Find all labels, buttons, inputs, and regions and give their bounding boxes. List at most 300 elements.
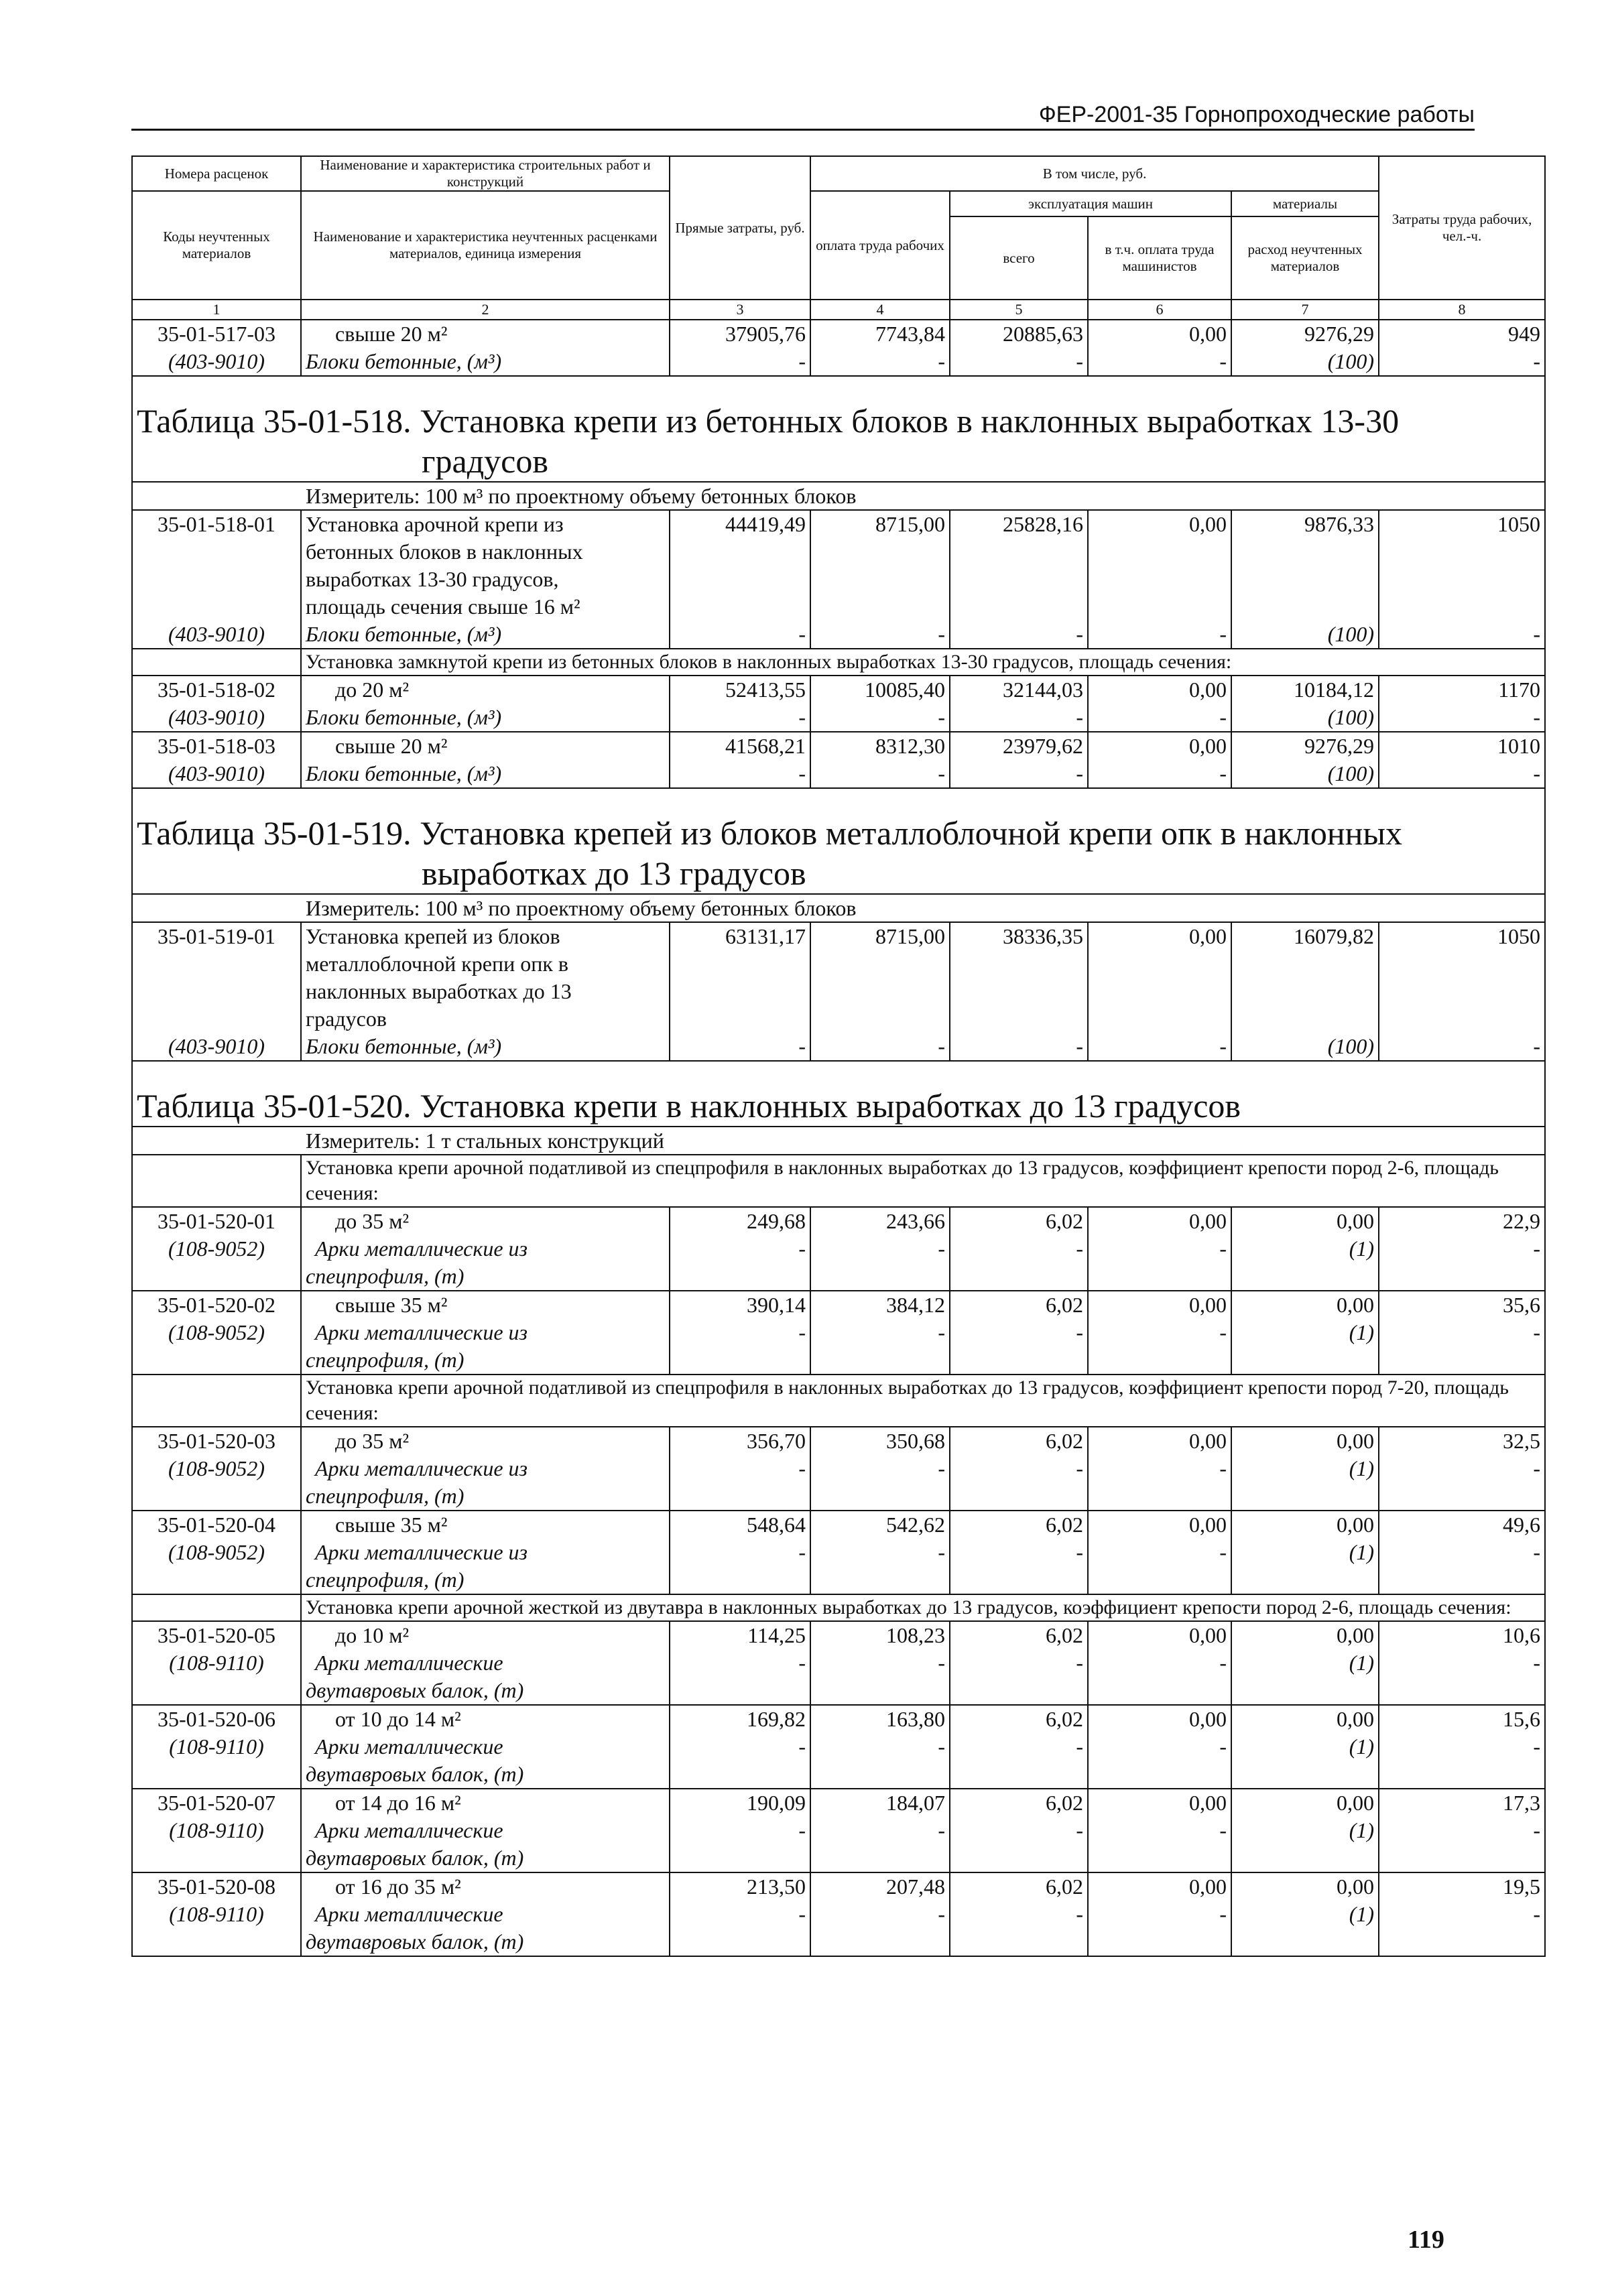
col-material-name: Наименование и характеристика неучтенных расценками материалов, единица измерения bbox=[301, 191, 670, 300]
direct-costs: 249,68 bbox=[670, 1207, 810, 1235]
labor-pay: 163,80 bbox=[810, 1705, 950, 1733]
material-name-line: Арки металлические из bbox=[315, 1236, 528, 1261]
rate-code: 35-01-518-01 bbox=[132, 510, 301, 621]
dash: - bbox=[810, 1033, 950, 1061]
labor-hours: 10,6 bbox=[1379, 1621, 1545, 1649]
dash: - bbox=[670, 760, 810, 788]
table-row bbox=[132, 676, 1545, 704]
material-row bbox=[132, 1319, 1545, 1375]
table-row bbox=[132, 1872, 1545, 1901]
dash: - bbox=[950, 704, 1088, 732]
group-heading: Установка замкнутой крепи из бетонных блоков в наклонных выработках 13-30 градусов, площадь сечения: bbox=[301, 649, 1545, 676]
dash: - bbox=[670, 1649, 810, 1705]
col-work-name: Наименование и характеристика строительных работ и конструкций bbox=[301, 156, 670, 191]
work-name: свыше 20 м² bbox=[301, 732, 670, 760]
material-code: (108-9110) bbox=[132, 1649, 301, 1705]
machine-total: 32144,03 bbox=[950, 676, 1088, 704]
labor-hours: 19,5 bbox=[1379, 1872, 1545, 1901]
table-title bbox=[132, 788, 1545, 894]
table-row bbox=[132, 1427, 1545, 1455]
materials-cost: 9276,29 bbox=[1231, 732, 1379, 760]
dash: - bbox=[810, 1901, 950, 1956]
group-heading: Установка крепи арочной жесткой из двутавра в наклонных выработках до 13 градусов, коэффициент крепости пород 2-6, площадь сечения: bbox=[301, 1594, 1545, 1621]
machine-total: 6,02 bbox=[950, 1789, 1088, 1817]
rate-code: 35-01-520-03 bbox=[132, 1427, 301, 1455]
dash: - bbox=[950, 621, 1088, 649]
material-code: (403-9010) bbox=[132, 348, 301, 376]
material-name bbox=[301, 1539, 670, 1594]
machine-total: 6,02 bbox=[950, 1291, 1088, 1319]
material-row bbox=[132, 1539, 1545, 1594]
work-name: от 14 до 16 м² bbox=[301, 1789, 670, 1817]
col-number: 5 bbox=[950, 300, 1088, 320]
rate-code: 35-01-518-02 bbox=[132, 676, 301, 704]
dash: - bbox=[1379, 1235, 1545, 1291]
materials-cost: 0,00 bbox=[1231, 1291, 1379, 1319]
dash: - bbox=[1088, 704, 1231, 732]
work-name: до 20 м² bbox=[301, 676, 670, 704]
dash: - bbox=[950, 1319, 1088, 1375]
machinists-pay: 0,00 bbox=[1088, 1872, 1231, 1901]
col-materials: материалы bbox=[1231, 191, 1379, 216]
machine-total: 6,02 bbox=[950, 1872, 1088, 1901]
dash: - bbox=[670, 1033, 810, 1061]
rate-code: 35-01-520-01 bbox=[132, 1207, 301, 1235]
material-qty: (100) bbox=[1231, 621, 1379, 649]
table-row bbox=[132, 1511, 1545, 1539]
materials-cost: 0,00 bbox=[1231, 1427, 1379, 1455]
dash: - bbox=[950, 1733, 1088, 1789]
material-row bbox=[132, 348, 1545, 376]
labor-hours: 1170 bbox=[1379, 676, 1545, 704]
dash: - bbox=[810, 1733, 950, 1789]
material-qty: (1) bbox=[1231, 1235, 1379, 1291]
machinists-pay: 0,00 bbox=[1088, 1427, 1231, 1455]
work-name bbox=[301, 922, 670, 1033]
dash: - bbox=[810, 1319, 950, 1375]
dash: - bbox=[1088, 1455, 1231, 1511]
column-numbers-row bbox=[132, 300, 1545, 320]
dash: - bbox=[1088, 760, 1231, 788]
material-row bbox=[132, 1235, 1545, 1291]
labor-hours: 35,6 bbox=[1379, 1291, 1545, 1319]
document-title: ФЕР-2001-35 Горнопроходческие работы bbox=[1038, 102, 1475, 127]
material-name bbox=[301, 1455, 670, 1511]
machinists-pay: 0,00 bbox=[1088, 1207, 1231, 1235]
material-name-line: спецпрофиля, (т) bbox=[306, 1484, 465, 1508]
machinists-pay: 0,00 bbox=[1088, 732, 1231, 760]
row-group bbox=[132, 1621, 1545, 1956]
group-heading-row bbox=[132, 649, 1545, 676]
direct-costs: 41568,21 bbox=[670, 732, 810, 760]
material-name-line: двутавровых балок, (т) bbox=[306, 1929, 524, 1954]
table-row bbox=[132, 1207, 1545, 1235]
material-name-line: спецпрофиля, (т) bbox=[306, 1568, 465, 1592]
dash: - bbox=[1088, 1901, 1231, 1956]
material-name: Блоки бетонные, (м³) bbox=[301, 621, 670, 649]
meter: Измеритель: 100 м³ по проектному объему бетонных блоков bbox=[132, 894, 1545, 922]
material-code: (403-9010) bbox=[132, 1033, 301, 1061]
dash: - bbox=[810, 1235, 950, 1291]
col-number: 7 bbox=[1231, 300, 1379, 320]
labor-pay: 8715,00 bbox=[810, 922, 950, 1033]
group-heading-row bbox=[132, 1375, 1545, 1427]
dash: - bbox=[670, 1539, 810, 1594]
col-material-codes: Коды неучтенных материалов bbox=[132, 191, 301, 300]
machinists-pay: 0,00 bbox=[1088, 1291, 1231, 1319]
material-row bbox=[132, 1033, 1545, 1061]
direct-costs: 63131,17 bbox=[670, 922, 810, 1033]
col-including: В том числе, руб. bbox=[810, 156, 1379, 191]
direct-costs: 37905,76 bbox=[670, 320, 810, 348]
labor-hours: 1010 bbox=[1379, 732, 1545, 760]
dash: - bbox=[1379, 1901, 1545, 1956]
material-name-line: Арки металлические из bbox=[315, 1540, 528, 1564]
dash: - bbox=[950, 1235, 1088, 1291]
material-qty: (1) bbox=[1231, 1649, 1379, 1705]
material-name-line: спецпрофиля, (т) bbox=[306, 1264, 465, 1288]
material-name bbox=[301, 1733, 670, 1789]
dash: - bbox=[670, 704, 810, 732]
work-name: свыше 35 м² bbox=[301, 1291, 670, 1319]
dash: - bbox=[1379, 621, 1545, 649]
rate-code: 35-01-518-03 bbox=[132, 732, 301, 760]
material-qty: (1) bbox=[1231, 1539, 1379, 1594]
machine-total: 6,02 bbox=[950, 1207, 1088, 1235]
dash: - bbox=[1379, 1733, 1545, 1789]
labor-hours: 49,6 bbox=[1379, 1511, 1545, 1539]
work-name-line: Установка арочной крепи из bbox=[306, 512, 564, 536]
header-row-2 bbox=[132, 191, 1545, 216]
dash: - bbox=[810, 621, 950, 649]
work-name-line: градусов bbox=[306, 1007, 387, 1031]
dash: - bbox=[810, 760, 950, 788]
group-heading: Установка крепи арочной податливой из спецпрофиля в наклонных выработках до 13 градусов, коэффициент крепости пород 7-20, площадь сечения: bbox=[301, 1375, 1545, 1427]
dash: - bbox=[1379, 760, 1545, 788]
dash: - bbox=[950, 760, 1088, 788]
col-rate-numbers: Номера расценок bbox=[132, 156, 301, 191]
dash: - bbox=[1379, 704, 1545, 732]
dash: - bbox=[810, 704, 950, 732]
labor-hours: 949 bbox=[1379, 320, 1545, 348]
material-qty: (1) bbox=[1231, 1901, 1379, 1956]
machine-total: 6,02 bbox=[950, 1511, 1088, 1539]
work-name: до 35 м² bbox=[301, 1207, 670, 1235]
col-number: 1 bbox=[132, 300, 301, 320]
material-name-line: Арки металлические из bbox=[315, 1320, 528, 1344]
materials-cost: 0,00 bbox=[1231, 1705, 1379, 1733]
material-code: (108-9052) bbox=[132, 1539, 301, 1594]
material-code: (108-9110) bbox=[132, 1901, 301, 1956]
machinists-pay: 0,00 bbox=[1088, 320, 1231, 348]
material-row bbox=[132, 704, 1545, 732]
material-name-line: Арки металлические bbox=[315, 1818, 503, 1842]
labor-hours: 1050 bbox=[1379, 922, 1545, 1033]
material-row bbox=[132, 1817, 1545, 1872]
material-name-line: Арки металлические bbox=[315, 1734, 503, 1759]
direct-costs: 190,09 bbox=[670, 1789, 810, 1817]
work-name: свыше 35 м² bbox=[301, 1511, 670, 1539]
material-qty: (100) bbox=[1231, 348, 1379, 376]
work-name-line: наклонных выработках до 13 bbox=[306, 979, 572, 1003]
material-row bbox=[132, 760, 1545, 788]
material-qty: (1) bbox=[1231, 1817, 1379, 1872]
machine-total: 23979,62 bbox=[950, 732, 1088, 760]
material-code: (108-9052) bbox=[132, 1235, 301, 1291]
col-number: 2 bbox=[301, 300, 670, 320]
group-heading-row bbox=[132, 1155, 1545, 1207]
labor-pay: 8715,00 bbox=[810, 510, 950, 621]
material-name: Блоки бетонные, (м³) bbox=[301, 760, 670, 788]
material-code: (108-9052) bbox=[132, 1455, 301, 1511]
table-title-line: Таблица 35-01-520. Установка крепи в наклонных выработках до 13 градусов bbox=[137, 1087, 1241, 1125]
material-code: (403-9010) bbox=[132, 760, 301, 788]
table-title-line: Таблица 35-01-519. Установка крепей из блоков металлоблочной крепи опк в наклонных bbox=[137, 814, 1402, 852]
col-machinists: в т.ч. оплата труда машинистов bbox=[1088, 216, 1231, 300]
table-title-line: выработках до 13 градусов bbox=[422, 854, 806, 892]
materials-cost: 0,00 bbox=[1231, 1789, 1379, 1817]
labor-pay: 184,07 bbox=[810, 1789, 950, 1817]
col-number: 4 bbox=[810, 300, 950, 320]
dash: - bbox=[1379, 1649, 1545, 1705]
material-row bbox=[132, 1455, 1545, 1511]
materials-cost: 0,00 bbox=[1231, 1872, 1379, 1901]
dash: - bbox=[670, 348, 810, 376]
col-number: 6 bbox=[1088, 300, 1231, 320]
work-name-line: площадь сечения свыше 16 м² bbox=[306, 594, 580, 619]
rates-table bbox=[131, 155, 1546, 1957]
dash: - bbox=[1088, 621, 1231, 649]
meter: Измеритель: 100 м³ по проектному объему бетонных блоков bbox=[132, 482, 1545, 510]
work-name-line: Установка крепей из блоков bbox=[306, 924, 560, 948]
col-direct-costs: Прямые затраты, руб. bbox=[670, 156, 810, 300]
work-name-line: выработках 13-30 градусов, bbox=[306, 567, 559, 591]
machinists-pay: 0,00 bbox=[1088, 1789, 1231, 1817]
labor-pay: 243,66 bbox=[810, 1207, 950, 1235]
meter: Измеритель: 1 т стальных конструкций bbox=[132, 1127, 1545, 1155]
machinists-pay: 0,00 bbox=[1088, 1705, 1231, 1733]
dash: - bbox=[810, 348, 950, 376]
direct-costs: 44419,49 bbox=[670, 510, 810, 621]
machinists-pay: 0,00 bbox=[1088, 1621, 1231, 1649]
material-name: Блоки бетонные, (м³) bbox=[301, 348, 670, 376]
col-labor-costs: Затраты труда рабочих, чел.-ч. bbox=[1379, 156, 1545, 300]
machine-total: 25828,16 bbox=[950, 510, 1088, 621]
col-machine-ops: эксплуатация машин bbox=[950, 191, 1231, 216]
meter-row bbox=[132, 482, 1545, 510]
material-name bbox=[301, 1901, 670, 1956]
dash: - bbox=[950, 1539, 1088, 1594]
table-row bbox=[132, 1789, 1545, 1817]
dash: - bbox=[810, 1649, 950, 1705]
machinists-pay: 0,00 bbox=[1088, 1511, 1231, 1539]
dash: - bbox=[1088, 1033, 1231, 1061]
dash: - bbox=[670, 621, 810, 649]
dash: - bbox=[950, 348, 1088, 376]
row-group bbox=[132, 1427, 1545, 1594]
dash: - bbox=[670, 1235, 810, 1291]
material-qty: (1) bbox=[1231, 1455, 1379, 1511]
meter-row bbox=[132, 1127, 1545, 1155]
table-row bbox=[132, 1291, 1545, 1319]
table-title bbox=[132, 1061, 1545, 1127]
material-name-line: спецпрофиля, (т) bbox=[306, 1348, 465, 1372]
dash: - bbox=[950, 1901, 1088, 1956]
machine-total: 6,02 bbox=[950, 1621, 1088, 1649]
work-name bbox=[301, 510, 670, 621]
labor-hours: 32,5 bbox=[1379, 1427, 1545, 1455]
row-group bbox=[132, 1207, 1545, 1375]
labor-pay: 7743,84 bbox=[810, 320, 950, 348]
table-row bbox=[132, 1705, 1545, 1733]
rate-code: 35-01-520-04 bbox=[132, 1511, 301, 1539]
dash: - bbox=[810, 1817, 950, 1872]
dash: - bbox=[1088, 1649, 1231, 1705]
material-name bbox=[301, 1817, 670, 1872]
dash: - bbox=[670, 1901, 810, 1956]
dash: - bbox=[670, 1455, 810, 1511]
labor-pay: 350,68 bbox=[810, 1427, 950, 1455]
material-name-line: двутавровых балок, (т) bbox=[306, 1846, 524, 1870]
direct-costs: 114,25 bbox=[670, 1621, 810, 1649]
col-number: 8 bbox=[1379, 300, 1545, 320]
machine-total: 6,02 bbox=[950, 1705, 1088, 1733]
table-row bbox=[132, 732, 1545, 760]
material-qty: (1) bbox=[1231, 1733, 1379, 1789]
machine-total: 38336,35 bbox=[950, 922, 1088, 1033]
material-qty: (1) bbox=[1231, 1319, 1379, 1375]
rate-code: 35-01-520-06 bbox=[132, 1705, 301, 1733]
rate-code: 35-01-520-08 bbox=[132, 1872, 301, 1901]
material-code: (403-9010) bbox=[132, 621, 301, 649]
materials-cost: 16079,82 bbox=[1231, 922, 1379, 1033]
meter-row bbox=[132, 894, 1545, 922]
material-name: Блоки бетонные, (м³) bbox=[301, 704, 670, 732]
work-name: до 10 м² bbox=[301, 1621, 670, 1649]
rate-code: 35-01-520-05 bbox=[132, 1621, 301, 1649]
material-name bbox=[301, 1235, 670, 1291]
col-unaccounted-materials: расход неучтенных материалов bbox=[1231, 216, 1379, 300]
dash: - bbox=[1088, 1319, 1231, 1375]
work-name-line: бетонных блоков в наклонных bbox=[306, 539, 583, 564]
machine-total: 6,02 bbox=[950, 1427, 1088, 1455]
labor-hours: 1050 bbox=[1379, 510, 1545, 621]
dash: - bbox=[950, 1649, 1088, 1705]
work-name: до 35 м² bbox=[301, 1427, 670, 1455]
material-code: (403-9010) bbox=[132, 704, 301, 732]
materials-cost: 0,00 bbox=[1231, 1621, 1379, 1649]
dash: - bbox=[670, 1319, 810, 1375]
rate-code: 35-01-520-02 bbox=[132, 1291, 301, 1319]
dash: - bbox=[950, 1817, 1088, 1872]
col-machine-total: всего bbox=[950, 216, 1088, 300]
materials-cost: 0,00 bbox=[1231, 1511, 1379, 1539]
dash: - bbox=[810, 1455, 950, 1511]
material-qty: (100) bbox=[1231, 760, 1379, 788]
dash: - bbox=[950, 1455, 1088, 1511]
dash: - bbox=[1379, 1817, 1545, 1872]
machine-total: 20885,63 bbox=[950, 320, 1088, 348]
dash: - bbox=[1379, 1455, 1545, 1511]
labor-pay: 207,48 bbox=[810, 1872, 950, 1901]
table-row bbox=[132, 510, 1545, 621]
dash: - bbox=[1088, 1733, 1231, 1789]
table-title bbox=[132, 376, 1545, 482]
labor-hours: 22,9 bbox=[1379, 1207, 1545, 1235]
material-name-line: Арки металлические bbox=[315, 1651, 503, 1675]
dash: - bbox=[1379, 1539, 1545, 1594]
col-labor-pay: оплата труда рабочих bbox=[810, 191, 950, 300]
dash: - bbox=[1088, 348, 1231, 376]
direct-costs: 548,64 bbox=[670, 1511, 810, 1539]
material-row bbox=[132, 1733, 1545, 1789]
dash: - bbox=[670, 1733, 810, 1789]
labor-pay: 10085,40 bbox=[810, 676, 950, 704]
work-name-line: металлоблочной крепи опк в bbox=[306, 952, 568, 976]
labor-pay: 8312,30 bbox=[810, 732, 950, 760]
table-row bbox=[132, 320, 1545, 348]
table-title-line: Таблица 35-01-518. Установка крепи из бетонных блоков в наклонных выработках 13-30 bbox=[137, 402, 1400, 440]
header-row-1 bbox=[132, 156, 1545, 191]
materials-cost: 0,00 bbox=[1231, 1207, 1379, 1235]
dash: - bbox=[810, 1539, 950, 1594]
direct-costs: 356,70 bbox=[670, 1427, 810, 1455]
rate-code: 35-01-519-01 bbox=[132, 922, 301, 1033]
material-name-line: Арки металлические bbox=[315, 1902, 503, 1926]
table-row bbox=[132, 922, 1545, 1033]
direct-costs: 213,50 bbox=[670, 1872, 810, 1901]
dash: - bbox=[1088, 1539, 1231, 1594]
labor-pay: 542,62 bbox=[810, 1511, 950, 1539]
material-name-line: двутавровых балок, (т) bbox=[306, 1762, 524, 1786]
machinists-pay: 0,00 bbox=[1088, 676, 1231, 704]
dash: - bbox=[670, 1817, 810, 1872]
material-code: (108-9110) bbox=[132, 1817, 301, 1872]
materials-cost: 9876,33 bbox=[1231, 510, 1379, 621]
work-name: от 10 до 14 м² bbox=[301, 1705, 670, 1733]
dash: - bbox=[1088, 1235, 1231, 1291]
direct-costs: 52413,55 bbox=[670, 676, 810, 704]
group-heading: Установка крепи арочной податливой из спецпрофиля в наклонных выработках до 13 градусов, коэффициент крепости пород 2-6, площадь сечения: bbox=[301, 1155, 1545, 1207]
direct-costs: 390,14 bbox=[670, 1291, 810, 1319]
machinists-pay: 0,00 bbox=[1088, 922, 1231, 1033]
dash: - bbox=[1088, 1817, 1231, 1872]
material-code: (108-9052) bbox=[132, 1319, 301, 1375]
material-qty: (100) bbox=[1231, 1033, 1379, 1061]
material-name bbox=[301, 1319, 670, 1375]
dash: - bbox=[1379, 348, 1545, 376]
work-name: от 16 до 35 м² bbox=[301, 1872, 670, 1901]
material-code: (108-9110) bbox=[132, 1733, 301, 1789]
material-row bbox=[132, 1901, 1545, 1956]
col-number: 3 bbox=[670, 300, 810, 320]
group-heading-row bbox=[132, 1594, 1545, 1621]
material-name-line: двутавровых балок, (т) bbox=[306, 1678, 524, 1702]
material-name bbox=[301, 1649, 670, 1705]
materials-cost: 10184,12 bbox=[1231, 676, 1379, 704]
rate-code: 35-01-520-07 bbox=[132, 1789, 301, 1817]
labor-hours: 15,6 bbox=[1379, 1705, 1545, 1733]
dash: - bbox=[950, 1033, 1088, 1061]
labor-hours: 17,3 bbox=[1379, 1789, 1545, 1817]
work-name: свыше 20 м² bbox=[301, 320, 670, 348]
table-title-line: градусов bbox=[422, 442, 548, 480]
material-name-line: Арки металлические из bbox=[315, 1456, 528, 1480]
labor-pay: 108,23 bbox=[810, 1621, 950, 1649]
dash: - bbox=[1379, 1319, 1545, 1375]
table-row bbox=[132, 1621, 1545, 1649]
material-row bbox=[132, 1649, 1545, 1705]
